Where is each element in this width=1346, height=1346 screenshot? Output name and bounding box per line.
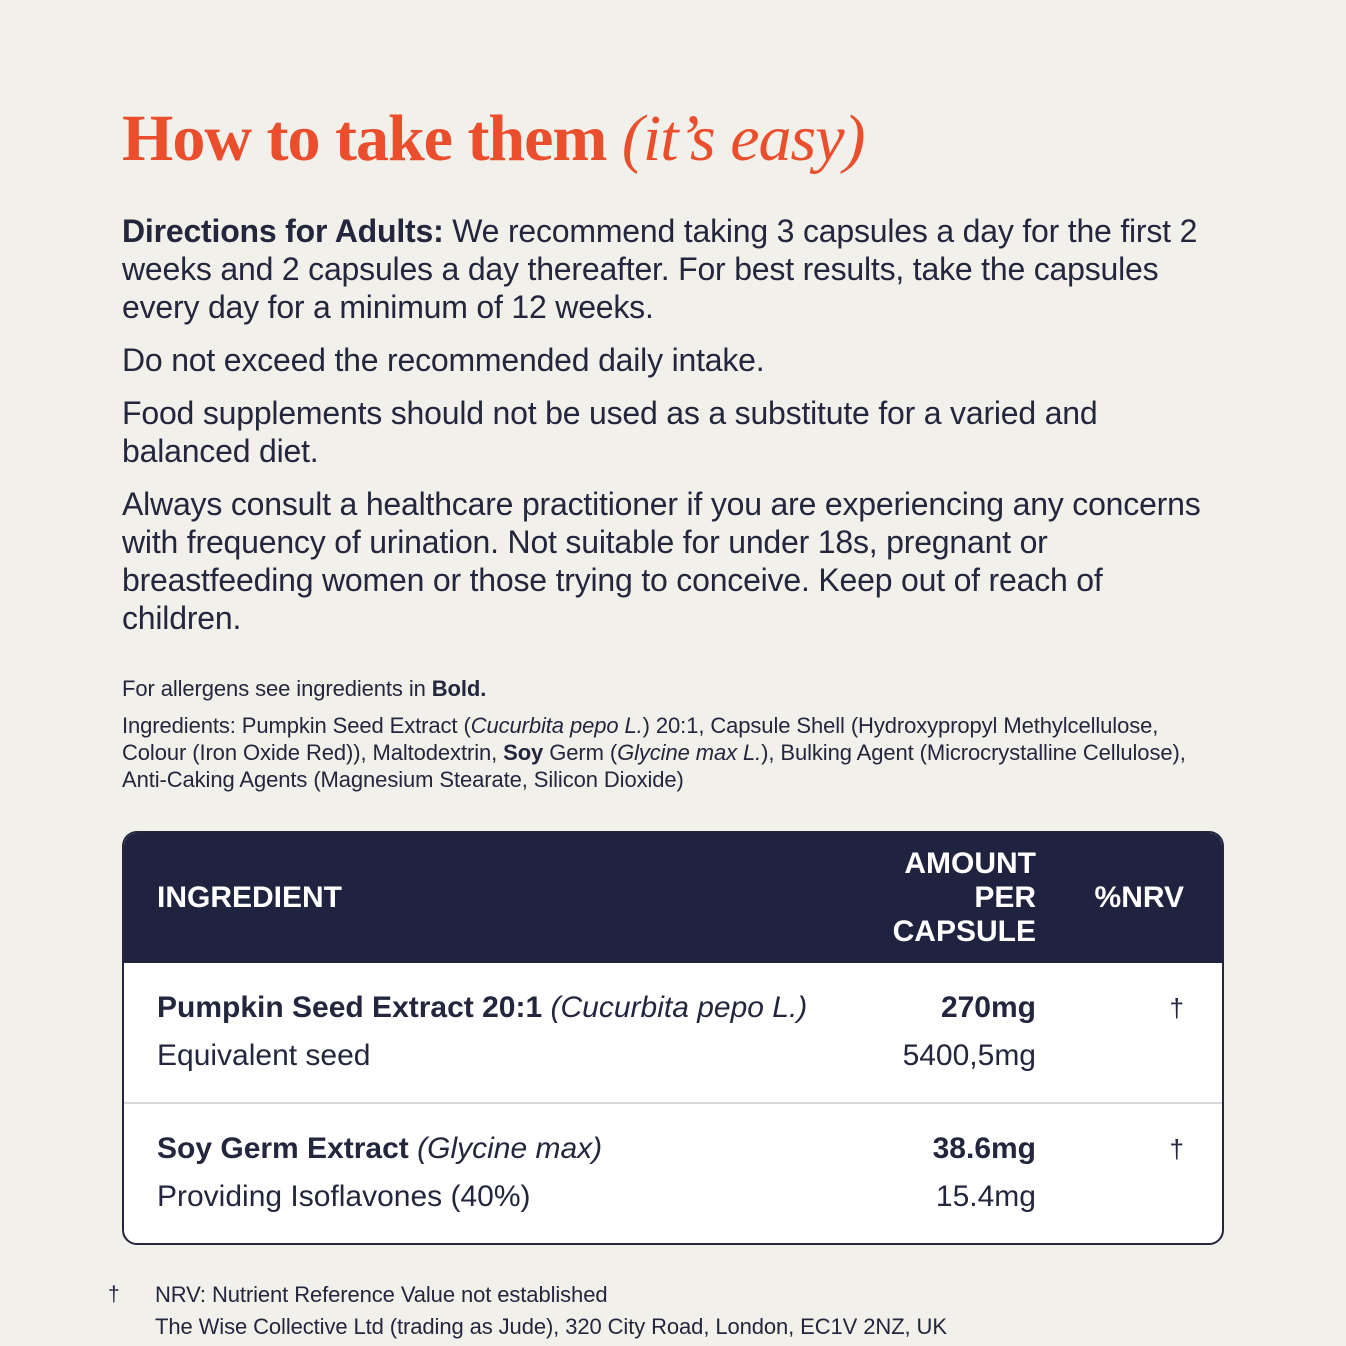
daily-intake-paragraph: Do not exceed the recommended daily intake.	[122, 341, 765, 378]
ingredient-name: Pumpkin Seed Extract 20:1 (Cucurbita pepo L.)	[157, 990, 808, 1024]
amount-value: 270mg	[940, 990, 1036, 1024]
amount-value: 38.6mg	[932, 1131, 1036, 1165]
table-row-main-line	[124, 984, 1222, 1032]
footnote	[108, 1279, 1224, 1343]
table-row-main-line	[124, 1125, 1222, 1173]
ingredient-sub-name: Equivalent seed	[157, 1038, 371, 1072]
column-header-amount-per-capsule: AMOUNT PER CAPSULE	[892, 846, 1036, 948]
column-header-ingredient: INGREDIENT	[157, 880, 343, 914]
ingredients-list: Ingredients: Pumpkin Seed Extract (Cucurbita pepo L.) 20:1, Capsule Shell (Hydroxypropyl Methylcellulose, Colour (Iron Oxide Red)), Maltodextrin, Soy Germ (Glycine max L.), Bulking Agent (Microcrystalline Cellulose), Anti-Caking Agents (Magnesium Stearate, Silicon Dioxide)	[122, 712, 1186, 792]
allergen-note: For allergens see ingredients in Bold.	[122, 675, 487, 701]
nrv-dagger: †	[1169, 1133, 1184, 1164]
nutrition-table	[122, 831, 1224, 1245]
table-row-sub-line	[124, 1173, 1222, 1220]
substitute-paragraph: Food supplements should not be used as a substitute for a varied and balanced diet.	[122, 394, 1098, 469]
table-row-pumpkin-seed	[124, 963, 1222, 1102]
nutrition-table-header	[124, 833, 1222, 963]
page-title: How to take them (it’s easy)	[122, 102, 865, 175]
directions-paragraph: Directions for Adults: We recommend taking 3 capsules a day for the first 2 weeks and 2 capsules a day thereafter. For best results, take the capsules every day for a minimum of 12 weeks.	[122, 212, 1198, 325]
column-header-nrv: %NRV	[1094, 880, 1184, 914]
footnote-dagger-symbol: †	[108, 1282, 120, 1306]
ingredient-name: Soy Germ Extract (Glycine max)	[157, 1131, 603, 1165]
footnote-line-nrv: NRV: Nutrient Reference Value not established	[155, 1281, 608, 1307]
ingredient-sub-name: Providing Isoflavones (40%)	[157, 1179, 531, 1213]
amount-sub-value: 5400,5mg	[902, 1038, 1036, 1072]
table-row-sub-line	[124, 1032, 1222, 1079]
footnote-line-company: The Wise Collective Ltd (trading as Jude), 320 City Road, London, EC1V 2NZ, UK	[155, 1313, 947, 1339]
consult-paragraph: Always consult a healthcare practitioner if you are experiencing any concerns with frequency of urination. Not suitable for under 18s, pregnant or breastfeeding women or those trying to conceive. Keep out of reach of children.	[122, 485, 1201, 636]
table-row-soy-germ	[124, 1104, 1222, 1243]
amount-sub-value: 15.4mg	[935, 1179, 1036, 1213]
nrv-dagger: †	[1169, 992, 1184, 1023]
footnote-text	[155, 1279, 947, 1343]
